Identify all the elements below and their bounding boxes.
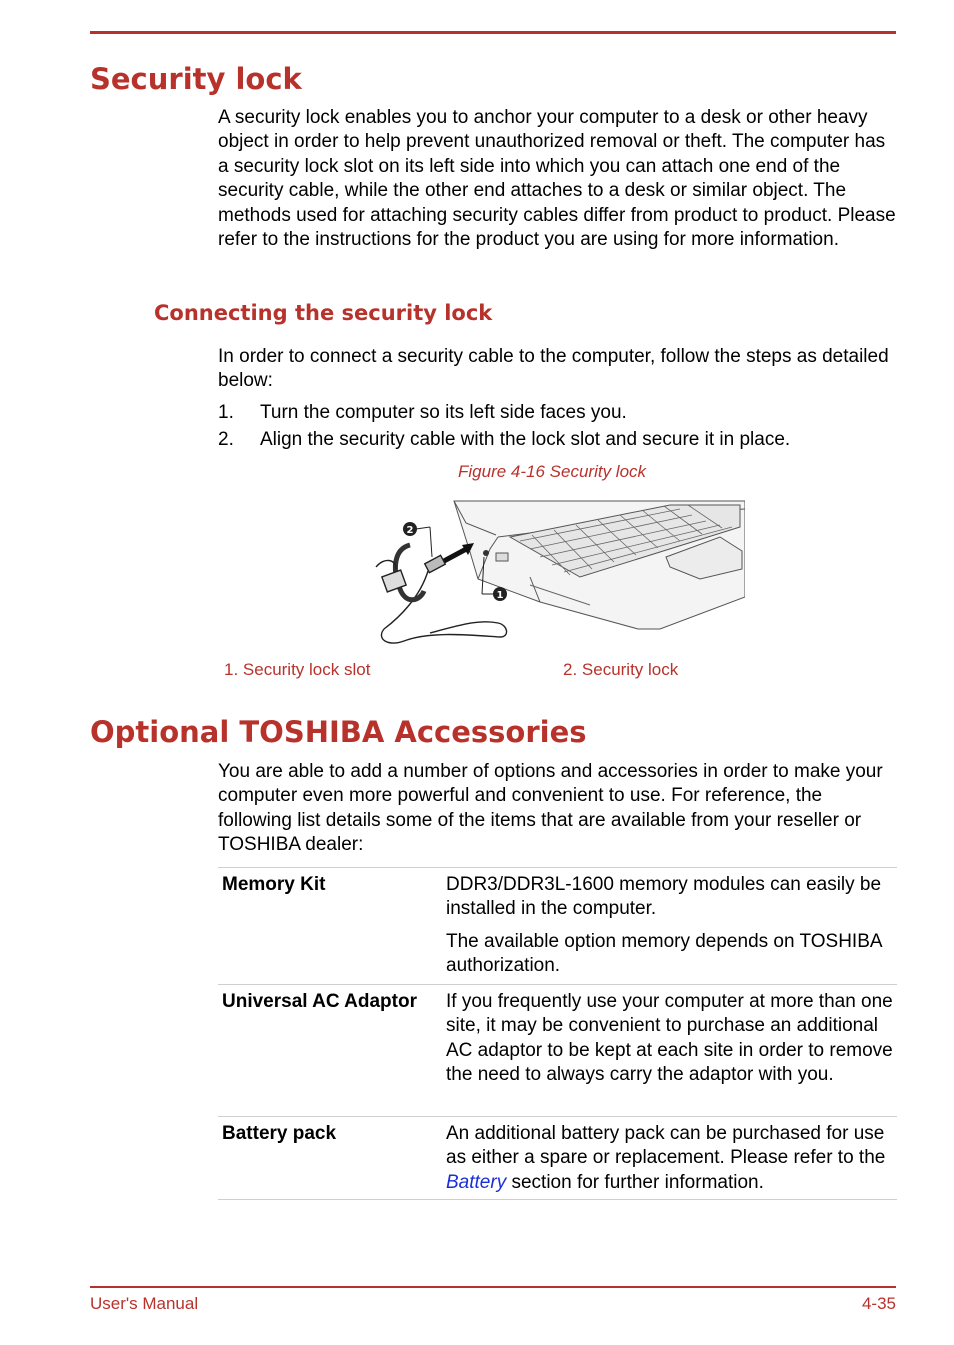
- figure-caption: Figure 4-16 Security lock: [458, 462, 647, 481]
- laptop-icon: [454, 501, 745, 629]
- desc-text-before: An additional battery pack can be purchased for use as either a spare or replacement. Please refer to the: [446, 1123, 886, 1169]
- page-number: 4-35: [861, 1294, 896, 1313]
- figure-legend-2: 2. Security lock: [563, 660, 679, 679]
- table-desc: [446, 985, 894, 1093]
- step-text: Turn the computer so its left side faces you.: [260, 402, 627, 423]
- table-row: [218, 1117, 897, 1200]
- desc-text-after: section for further information.: [506, 1171, 764, 1193]
- section-title-accessories: Optional TOSHIBA Accessories: [90, 715, 587, 749]
- table-row: [218, 868, 897, 985]
- desc-text: If you frequently use your computer at more than one site, it may be convenient to purchase an additional AC adaptor to be kept at each site in order to remove the need to always carry the adaptor with you.: [446, 991, 893, 1086]
- svg-text:1: 1: [496, 590, 504, 601]
- table-desc: [446, 868, 894, 984]
- accessories-paragraph: You are able to add a number of options and accessories in order to make your computer even more powerful and convenient to use. For reference, the following list details some of the items that are available from your reseller or TOSHIBA dealer:: [218, 761, 883, 856]
- steps-list: [218, 401, 898, 455]
- desc-text: DDR3/DDR3L-1600 memory modules can easily be installed in the computer.: [446, 874, 882, 920]
- svg-text:2: 2: [406, 525, 414, 536]
- accessories-table: [218, 867, 897, 1200]
- subsection-title-connecting: Connecting the security lock: [154, 301, 493, 325]
- step-number: 1.: [218, 402, 234, 423]
- connecting-intro-paragraph: In order to connect a security cable to the computer, follow the steps as detailed below:: [218, 346, 889, 392]
- callout-2: [403, 522, 432, 557]
- table-term: Battery pack: [222, 1123, 337, 1144]
- footer-title: User's Manual: [90, 1294, 199, 1313]
- step-text: Align the security cable with the lock slot and secure it in place.: [260, 429, 791, 450]
- table-term: Universal AC Adaptor: [222, 991, 417, 1012]
- table-row: [218, 985, 897, 1117]
- battery-link[interactable]: Battery: [446, 1171, 507, 1193]
- list-item: [218, 401, 898, 428]
- desc-text: [446, 1122, 894, 1195]
- bottom-rule: [90, 1286, 896, 1288]
- security-lock-paragraph: A security lock enables you to anchor your computer to a desk or other heavy object in order to help prevent unauthorized removal or theft. The computer has a security lock slot on its left side into which you can attach one end of the security cable, while the other end attaches to a desk or similar object. The methods used for attaching security cables differ from product to product. Please refer to the instructions for the product you are using for more information.: [218, 107, 896, 251]
- section-title-security-lock: Security lock: [90, 62, 302, 96]
- security-lock-illustration: [370, 497, 745, 649]
- table-desc: [446, 1117, 894, 1200]
- desc-text: The available option memory depends on TOSHIBA authorization.: [446, 930, 882, 977]
- step-number: 2.: [218, 429, 234, 450]
- top-rule: [90, 31, 896, 34]
- arrow-icon: [444, 543, 474, 561]
- table-term: Memory Kit: [222, 874, 326, 895]
- figure-legend-1: 1. Security lock slot: [224, 660, 371, 679]
- list-item: [218, 428, 898, 455]
